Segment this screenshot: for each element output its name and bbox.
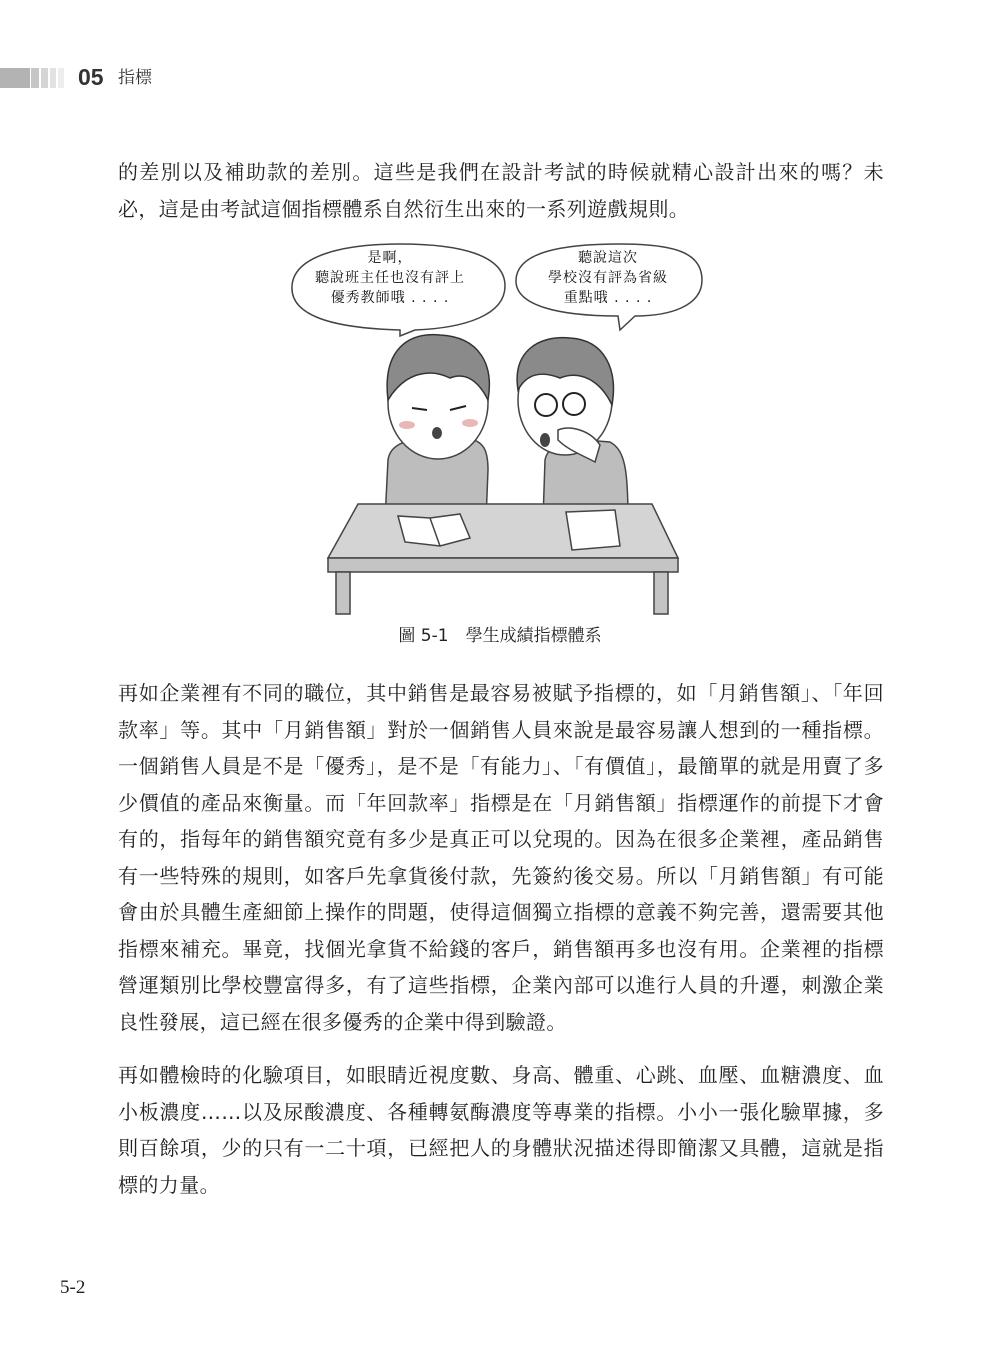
speech-bubble-right bbox=[528, 248, 688, 308]
body-paragraph-3: 再如體檢時的化驗項目，如眼睛近視度數、身高、體重、心跳、血壓、血糖濃度、血小板濃度……以及尿酸濃度、各種轉氨酶濃度等專業的指標。小小一張化驗單據，多則百餘項，少的只有一二十項，已經把人的身體狀況描述得即簡潔又具體，這就是指標的力量。 bbox=[118, 1063, 884, 1197]
page-number: 5-2 bbox=[60, 1277, 86, 1298]
speech-line: 學校沒有評為省級 bbox=[548, 270, 668, 286]
body-paragraph-1: 的差別以及補助款的差別。這些是我們在設計考試的時候就精心設計出來的嗎？未必，這是由考試這個指標體系自然衍生出來的一系列遊戲規則。 bbox=[118, 160, 884, 221]
speech-line: 是啊， bbox=[367, 250, 413, 266]
speech-line: 優秀教師哦 . . . . bbox=[330, 290, 450, 306]
body-paragraph-2: 再如企業裡有不同的職位，其中銷售是最容易被賦予指標的，如「月銷售額」、「年回款率」等。其中「月銷售額」對於一個銷售人員來說是最容易讓人想到的一種指標。一個銷售人員是不是「優秀」，是不是「有能力」、「有價值」，最簡單的就是用賣了多少價值的產品來衡量。而「年回款率」指標是在「月銷售額」指標運作的前提下才會有的，指每年的銷售額究竟有多少是真正可以兌現的。因為在很多企業裡，產品銷售有一些特殊的規則，如客戶先拿貨後付款，先簽約後交易。所以「月銷售額」有可能會由於具體生產細節上操作的問題，使得這個獨立指標的意義不夠完善，還需要其他指標來補充。畢竟，找個光拿貨不給錢的客戶，銷售額再多也沒有用。企業裡的指標營運類別比學校豐富得多，有了這些指標，企業內部可以進行人員的升遷，刺激企業良性發展，這已經在很多優秀的企業中得到驗證。 bbox=[118, 681, 884, 1034]
speech-line: 聽說班主任也沒有評上 bbox=[315, 270, 465, 286]
speech-line: 聽說這次 bbox=[578, 250, 638, 266]
figure-caption: 圖 5-1 學生成績指標體系 bbox=[398, 626, 602, 646]
chapter-number: 05 bbox=[78, 64, 104, 90]
figure-illustration bbox=[290, 240, 710, 618]
speech-line: 重點哦 . . . . bbox=[563, 290, 653, 306]
header-decoration-bars bbox=[0, 68, 66, 88]
speech-bubble-left bbox=[310, 248, 470, 308]
chapter-header bbox=[0, 62, 300, 92]
chapter-title: 指標 bbox=[118, 68, 152, 88]
